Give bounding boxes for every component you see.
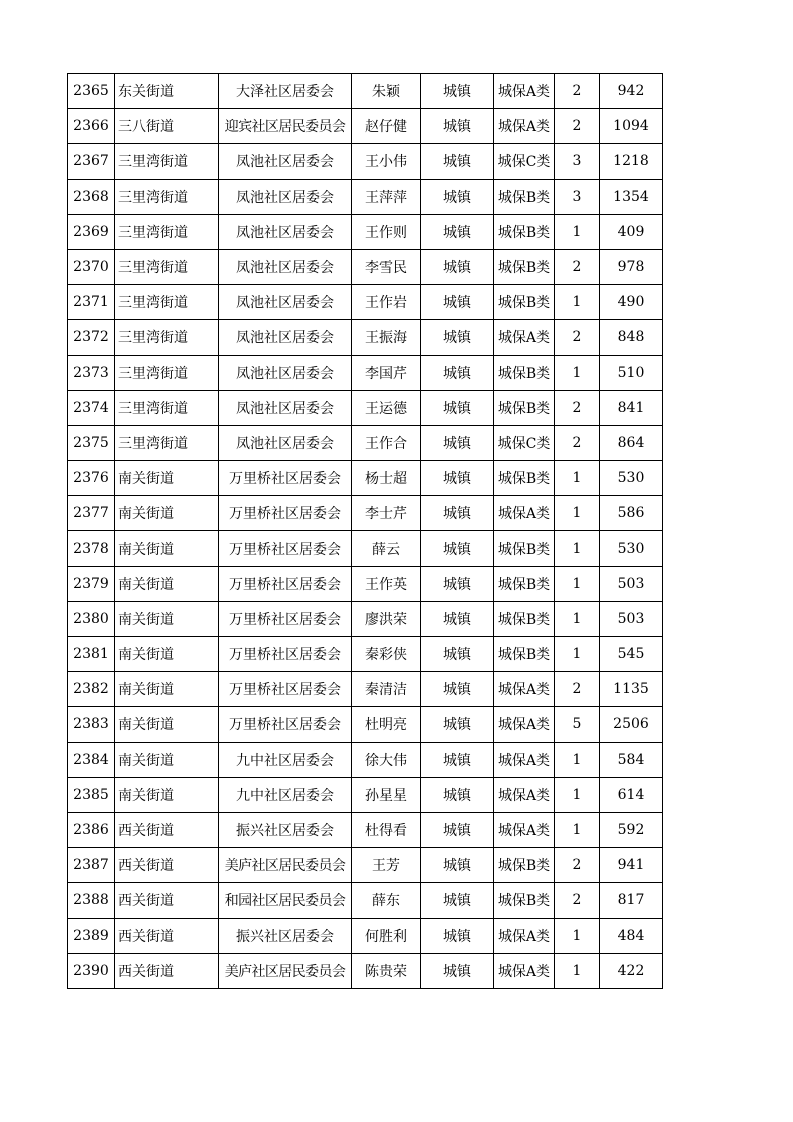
household-type-cell: 城镇 [421,672,494,707]
street-cell: 三里湾街道 [115,214,219,249]
table-row [68,777,663,812]
street-cell: 南关街道 [115,601,219,636]
row-number-cell: 2371 [68,285,115,320]
street-cell: 南关街道 [115,707,219,742]
row-number-cell: 2378 [68,531,115,566]
name-cell: 李士芹 [352,496,421,531]
household-type-cell: 城镇 [421,777,494,812]
member-count-cell: 2 [555,249,600,284]
community-cell: 凤池社区居委会 [219,320,352,355]
amount-cell: 942 [600,74,663,109]
member-count-cell: 1 [555,285,600,320]
insurance-category-cell: 城保A类 [494,496,555,531]
row-number-cell: 2388 [68,883,115,918]
name-cell: 薛东 [352,883,421,918]
member-count-cell: 2 [555,390,600,425]
table-row [68,390,663,425]
table-row [68,144,663,179]
household-type-cell: 城镇 [421,74,494,109]
street-cell: 南关街道 [115,672,219,707]
amount-cell: 841 [600,390,663,425]
street-cell: 三八街道 [115,109,219,144]
name-cell: 王运德 [352,390,421,425]
row-number-cell: 2387 [68,848,115,883]
table-row [68,249,663,284]
member-count-cell: 1 [555,214,600,249]
community-cell: 迎宾社区居民委员会 [219,109,352,144]
row-number-cell: 2385 [68,777,115,812]
community-cell: 凤池社区居委会 [219,179,352,214]
insurance-category-cell: 城保B类 [494,531,555,566]
insurance-category-cell: 城保C类 [494,425,555,460]
amount-cell: 978 [600,249,663,284]
name-cell: 李国芹 [352,355,421,390]
row-number-cell: 2365 [68,74,115,109]
row-number-cell: 2383 [68,707,115,742]
community-cell: 万里桥社区居委会 [219,707,352,742]
insurance-category-cell: 城保A类 [494,918,555,953]
name-cell: 秦清洁 [352,672,421,707]
household-type-cell: 城镇 [421,953,494,988]
table-row [68,848,663,883]
name-cell: 徐大伟 [352,742,421,777]
table-row [68,179,663,214]
community-cell: 万里桥社区居委会 [219,496,352,531]
row-number-cell: 2375 [68,425,115,460]
name-cell: 王作合 [352,425,421,460]
community-cell: 振兴社区居委会 [219,918,352,953]
community-cell: 万里桥社区居委会 [219,566,352,601]
name-cell: 王芳 [352,848,421,883]
street-cell: 西关街道 [115,953,219,988]
household-type-cell: 城镇 [421,742,494,777]
community-cell: 凤池社区居委会 [219,355,352,390]
member-count-cell: 2 [555,320,600,355]
amount-cell: 584 [600,742,663,777]
community-cell: 万里桥社区居委会 [219,531,352,566]
household-type-cell: 城镇 [421,601,494,636]
amount-cell: 592 [600,812,663,847]
amount-cell: 848 [600,320,663,355]
street-cell: 三里湾街道 [115,355,219,390]
household-type-cell: 城镇 [421,918,494,953]
name-cell: 赵仔健 [352,109,421,144]
member-count-cell: 1 [555,566,600,601]
household-type-cell: 城镇 [421,179,494,214]
name-cell: 陈贵荣 [352,953,421,988]
member-count-cell: 3 [555,179,600,214]
member-count-cell: 1 [555,812,600,847]
community-cell: 凤池社区居委会 [219,425,352,460]
household-type-cell: 城镇 [421,496,494,531]
row-number-cell: 2373 [68,355,115,390]
member-count-cell: 1 [555,601,600,636]
street-cell: 南关街道 [115,531,219,566]
row-number-cell: 2379 [68,566,115,601]
table-row [68,672,663,707]
table-row [68,566,663,601]
member-count-cell: 3 [555,144,600,179]
community-cell: 九中社区居委会 [219,777,352,812]
insurance-category-cell: 城保A类 [494,320,555,355]
street-cell: 南关街道 [115,461,219,496]
name-cell: 廖洪荣 [352,601,421,636]
amount-cell: 1094 [600,109,663,144]
insurance-category-cell: 城保B类 [494,179,555,214]
community-cell: 万里桥社区居委会 [219,637,352,672]
name-cell: 薛云 [352,531,421,566]
member-count-cell: 2 [555,672,600,707]
household-type-cell: 城镇 [421,531,494,566]
table-row [68,74,663,109]
row-number-cell: 2389 [68,918,115,953]
community-cell: 万里桥社区居委会 [219,672,352,707]
table-row [68,707,663,742]
member-count-cell: 1 [555,355,600,390]
insurance-category-cell: 城保A类 [494,953,555,988]
insurance-category-cell: 城保A类 [494,707,555,742]
row-number-cell: 2367 [68,144,115,179]
street-cell: 三里湾街道 [115,179,219,214]
member-count-cell: 1 [555,953,600,988]
street-cell: 南关街道 [115,637,219,672]
name-cell: 朱颖 [352,74,421,109]
insurance-category-cell: 城保A类 [494,812,555,847]
table-row [68,214,663,249]
row-number-cell: 2386 [68,812,115,847]
amount-cell: 503 [600,566,663,601]
amount-cell: 510 [600,355,663,390]
table-row [68,355,663,390]
street-cell: 三里湾街道 [115,425,219,460]
household-type-cell: 城镇 [421,285,494,320]
street-cell: 西关街道 [115,883,219,918]
name-cell: 王作英 [352,566,421,601]
insurance-category-cell: 城保B类 [494,285,555,320]
amount-cell: 530 [600,531,663,566]
amount-cell: 1218 [600,144,663,179]
street-cell: 南关街道 [115,496,219,531]
amount-cell: 817 [600,883,663,918]
amount-cell: 409 [600,214,663,249]
insurance-category-cell: 城保A类 [494,672,555,707]
community-cell: 万里桥社区居委会 [219,601,352,636]
insurance-category-cell: 城保B类 [494,214,555,249]
row-number-cell: 2380 [68,601,115,636]
street-cell: 三里湾街道 [115,390,219,425]
name-cell: 王作岩 [352,285,421,320]
member-count-cell: 1 [555,918,600,953]
insurance-category-cell: 城保B类 [494,461,555,496]
table-row [68,637,663,672]
table-row [68,601,663,636]
insurance-category-cell: 城保C类 [494,144,555,179]
amount-cell: 586 [600,496,663,531]
household-type-cell: 城镇 [421,883,494,918]
name-cell: 王振海 [352,320,421,355]
street-cell: 三里湾街道 [115,285,219,320]
member-count-cell: 1 [555,531,600,566]
street-cell: 西关街道 [115,918,219,953]
community-cell: 凤池社区居委会 [219,249,352,284]
household-type-cell: 城镇 [421,214,494,249]
household-type-cell: 城镇 [421,637,494,672]
amount-cell: 503 [600,601,663,636]
member-count-cell: 1 [555,461,600,496]
insurance-category-cell: 城保B类 [494,883,555,918]
community-cell: 凤池社区居委会 [219,214,352,249]
insurance-category-cell: 城保B类 [494,390,555,425]
table-row [68,496,663,531]
amount-cell: 614 [600,777,663,812]
row-number-cell: 2369 [68,214,115,249]
insurance-category-cell: 城保B类 [494,355,555,390]
community-cell: 凤池社区居委会 [219,144,352,179]
row-number-cell: 2384 [68,742,115,777]
name-cell: 秦彩侠 [352,637,421,672]
street-cell: 东关街道 [115,74,219,109]
community-cell: 九中社区居委会 [219,742,352,777]
amount-cell: 530 [600,461,663,496]
amount-cell: 2506 [600,707,663,742]
household-type-cell: 城镇 [421,707,494,742]
amount-cell: 1135 [600,672,663,707]
table-row [68,285,663,320]
row-number-cell: 2366 [68,109,115,144]
row-number-cell: 2370 [68,249,115,284]
table-row [68,953,663,988]
name-cell: 杜明亮 [352,707,421,742]
insurance-category-cell: 城保A类 [494,777,555,812]
amount-cell: 864 [600,425,663,460]
community-cell: 和园社区居民委员会 [219,883,352,918]
name-cell: 王作则 [352,214,421,249]
member-count-cell: 2 [555,425,600,460]
household-type-cell: 城镇 [421,390,494,425]
amount-cell: 1354 [600,179,663,214]
insurance-category-cell: 城保A类 [494,74,555,109]
beneficiary-table-body [68,74,663,989]
street-cell: 西关街道 [115,812,219,847]
row-number-cell: 2368 [68,179,115,214]
street-cell: 三里湾街道 [115,144,219,179]
member-count-cell: 2 [555,883,600,918]
household-type-cell: 城镇 [421,109,494,144]
amount-cell: 941 [600,848,663,883]
name-cell: 杜得看 [352,812,421,847]
name-cell: 何胜利 [352,918,421,953]
name-cell: 李雪民 [352,249,421,284]
row-number-cell: 2372 [68,320,115,355]
table-row [68,742,663,777]
row-number-cell: 2382 [68,672,115,707]
household-type-cell: 城镇 [421,144,494,179]
household-type-cell: 城镇 [421,249,494,284]
community-cell: 美庐社区居民委员会 [219,953,352,988]
table-row [68,109,663,144]
table-row [68,425,663,460]
household-type-cell: 城镇 [421,566,494,601]
member-count-cell: 2 [555,74,600,109]
household-type-cell: 城镇 [421,461,494,496]
member-count-cell: 5 [555,707,600,742]
insurance-category-cell: 城保B类 [494,566,555,601]
table-row [68,531,663,566]
amount-cell: 422 [600,953,663,988]
household-type-cell: 城镇 [421,355,494,390]
name-cell: 杨士超 [352,461,421,496]
row-number-cell: 2376 [68,461,115,496]
member-count-cell: 2 [555,848,600,883]
amount-cell: 484 [600,918,663,953]
row-number-cell: 2390 [68,953,115,988]
insurance-category-cell: 城保B类 [494,601,555,636]
name-cell: 孙星星 [352,777,421,812]
community-cell: 大泽社区居委会 [219,74,352,109]
insurance-category-cell: 城保B类 [494,848,555,883]
table-row [68,918,663,953]
household-type-cell: 城镇 [421,812,494,847]
household-type-cell: 城镇 [421,320,494,355]
amount-cell: 545 [600,637,663,672]
name-cell: 王小伟 [352,144,421,179]
household-type-cell: 城镇 [421,425,494,460]
member-count-cell: 1 [555,742,600,777]
table-row [68,461,663,496]
member-count-cell: 1 [555,496,600,531]
community-cell: 凤池社区居委会 [219,285,352,320]
street-cell: 三里湾街道 [115,320,219,355]
member-count-cell: 1 [555,637,600,672]
member-count-cell: 1 [555,777,600,812]
household-type-cell: 城镇 [421,848,494,883]
street-cell: 南关街道 [115,777,219,812]
insurance-category-cell: 城保A类 [494,742,555,777]
street-cell: 南关街道 [115,742,219,777]
table-row [68,812,663,847]
insurance-category-cell: 城保B类 [494,637,555,672]
member-count-cell: 2 [555,109,600,144]
table-row [68,883,663,918]
community-cell: 美庐社区居民委员会 [219,848,352,883]
street-cell: 南关街道 [115,566,219,601]
name-cell: 王萍萍 [352,179,421,214]
community-cell: 万里桥社区居委会 [219,461,352,496]
row-number-cell: 2377 [68,496,115,531]
community-cell: 振兴社区居委会 [219,812,352,847]
insurance-category-cell: 城保B类 [494,249,555,284]
table-row [68,320,663,355]
community-cell: 凤池社区居委会 [219,390,352,425]
insurance-category-cell: 城保A类 [494,109,555,144]
beneficiary-table [67,73,663,989]
row-number-cell: 2381 [68,637,115,672]
row-number-cell: 2374 [68,390,115,425]
street-cell: 西关街道 [115,848,219,883]
street-cell: 三里湾街道 [115,249,219,284]
amount-cell: 490 [600,285,663,320]
